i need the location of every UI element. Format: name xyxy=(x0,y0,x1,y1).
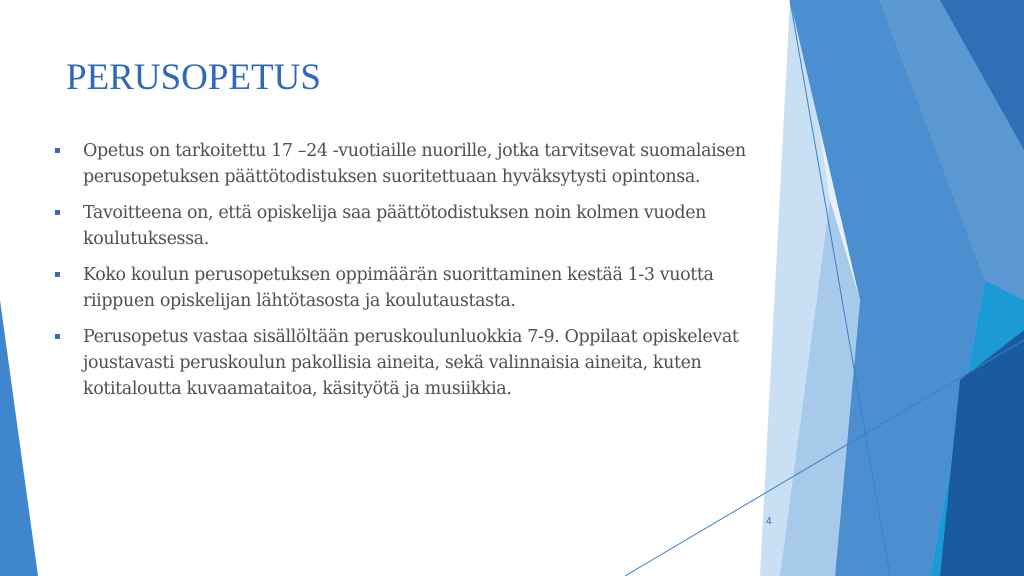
bullet-item xyxy=(52,200,772,252)
bullet-list xyxy=(52,138,772,412)
bullet-text: Tavoitteena on, että opiskelija saa päättötodistuksen noin kolmen vuoden koulutuksessa. xyxy=(83,203,707,249)
bullet-marker-icon: ▪ xyxy=(54,269,61,280)
bullet-item xyxy=(52,138,772,190)
bullet-marker-icon: ▪ xyxy=(54,331,61,342)
page-number: 4 xyxy=(766,516,772,527)
bullet-item xyxy=(52,324,772,402)
left-accent-shape xyxy=(0,300,38,576)
bullet-text: Opetus on tarkoitettu 17 –24 -vuotiaille nuorille, jotka tarvitsevat suomalaisen perusopetuksen päättötodistuksen suoritettuaan hyväksytysti opintonsa. xyxy=(83,141,746,187)
bullet-item xyxy=(52,262,772,314)
bullet-marker-icon: ▪ xyxy=(54,207,61,218)
bullet-text: Koko koulun perusopetuksen oppimäärän suorittaminen kestää 1-3 vuotta riippuen opiskelijan lähtötasosta ja koulutaustasta. xyxy=(83,265,714,311)
bullet-marker-icon: ▪ xyxy=(54,145,61,156)
bullet-text: Perusopetus vastaa sisällöltään peruskoulunluokkia 7-9. Oppilaat opiskelevat joustavasti peruskoulun pakollisia aineita, sekä valinnaisia aineita, kuten kotitaloutta kuvaamataitoa, käsityötä ja musiikkia. xyxy=(83,327,739,399)
slide-title: PERUSOPETUS xyxy=(66,57,321,98)
